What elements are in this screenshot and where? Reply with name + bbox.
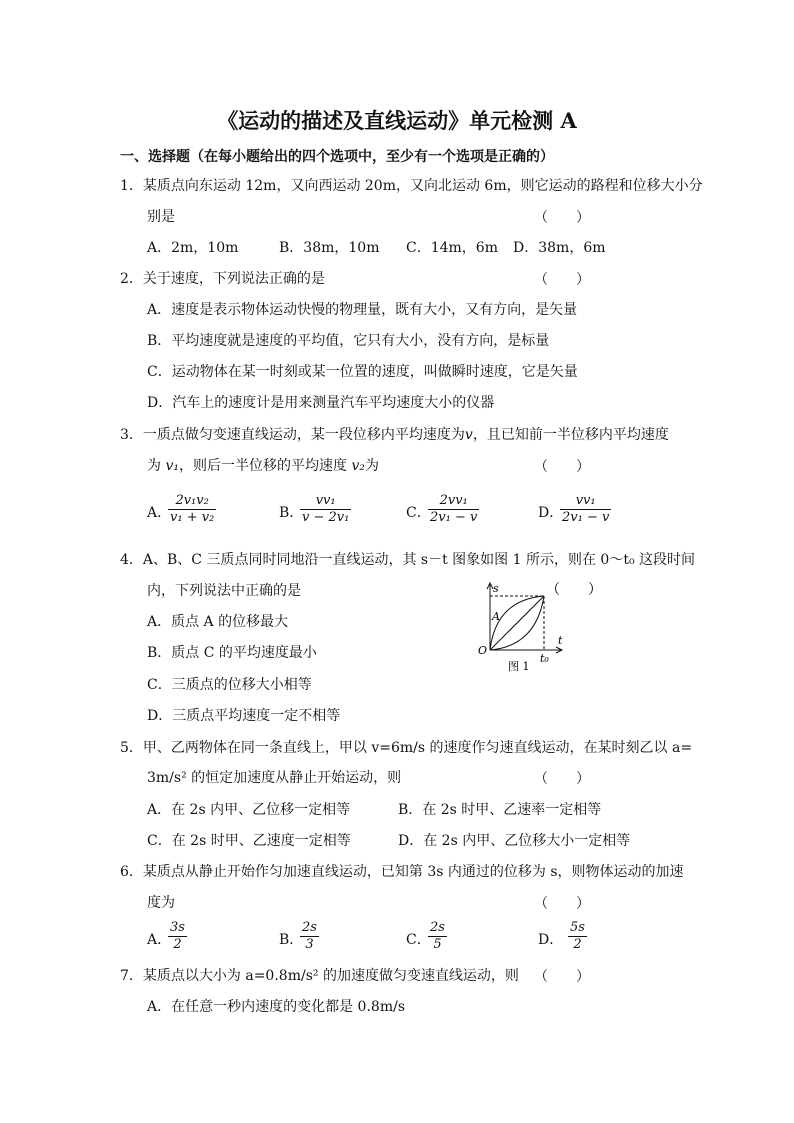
q5-option-b: B．在 2s 时甲、乙速率一定相等	[398, 802, 602, 818]
q3-option-d-fraction	[560, 493, 611, 526]
q1-option-b: B．38m，10m	[279, 240, 380, 256]
t-axis-label: t	[558, 634, 563, 647]
q3-d-numerator: vv₁	[575, 493, 596, 508]
q3-var-v1: v₁	[165, 458, 179, 474]
q6-d-denominator: 2	[568, 936, 587, 953]
q2-answer-blank: （ ）	[534, 272, 590, 288]
q3-text-1b: ，且已知前一半位移内平均速度	[472, 427, 669, 443]
origin-label: O	[478, 644, 488, 657]
q4-option-b: B．质点 C 的平均速度最小	[147, 645, 317, 661]
q5-stem-line1: 5．甲、乙两物体在同一条直线上，甲以 v=6m/s 的速度作匀速直线运动，在某时刻乙以 a=	[120, 740, 693, 756]
q3-var-v: v	[464, 427, 473, 443]
q6-option-b-fraction	[300, 920, 319, 953]
q2-option-c: C．运动物体在某一时刻或某一位置的速度，叫做瞬时速度，它是矢量	[147, 364, 578, 380]
q2-stem: 2．关于速度，下列说法正确的是	[120, 271, 325, 287]
q5-answer-blank: （ ）	[534, 771, 590, 787]
curve-a-label: A	[492, 610, 500, 623]
q2-option-a: A．速度是表示物体运动快慢的物理量，既有大小，又有方向，是矢量	[147, 302, 578, 318]
q6-c-numerator: 2s	[430, 920, 445, 935]
q6-b-denominator: 3	[300, 936, 319, 953]
q1-option-a: A．2m，10m	[147, 240, 239, 256]
q4-figure-st-graph	[474, 578, 602, 678]
q3-c-numerator: 2vv₁	[439, 493, 468, 508]
q7-option-a: A．在任意一秒内速度的变化都是 0.8m/s	[147, 999, 406, 1015]
q6-option-a-letter: A．	[147, 932, 172, 948]
q6-option-c-letter: C．	[406, 932, 431, 948]
q6-option-a-fraction	[168, 920, 187, 953]
q5-option-d: D．在 2s 内甲、乙位移大小一定相等	[398, 833, 631, 849]
q3-answer-blank: （ ）	[534, 459, 590, 475]
q6-d-numerator: 5s	[570, 920, 585, 935]
q6-a-numerator: 3s	[170, 920, 185, 935]
figure-caption: 图 1	[508, 660, 530, 673]
q6-a-denominator: 2	[168, 936, 187, 953]
q3-text-1a: 3．一质点做匀变速直线运动，某一段位移内平均速度为	[120, 427, 465, 443]
q4-answer-blank: （ ）	[546, 582, 602, 598]
q3-stem-line2	[147, 456, 379, 476]
q3-option-c-letter: C．	[406, 505, 431, 521]
q1-option-c: C．14m，6m	[406, 240, 498, 256]
q5-option-c: C．在 2s 时甲、乙速度一定相等	[147, 833, 351, 849]
q3-a-numerator: 2v₁v₂	[175, 493, 209, 508]
section-heading: 一、选择题（在每小题给出的四个选项中，至少有一个选项是正确的）	[120, 149, 554, 165]
q4-stem-line2: 内，下列说法中正确的是	[147, 583, 301, 599]
q6-stem-line1: 6．某质点从静止开始作匀加速直线运动，已知第 3s 内通过的位移为 s，则物体运动的加速	[120, 864, 684, 880]
q3-option-a-fraction	[168, 493, 216, 526]
q2-option-d: D．汽车上的速度计是用来测量汽车平均速度大小的仪器	[147, 395, 495, 411]
q6-option-b-letter: B．	[279, 932, 304, 948]
q3-var-v2: v₂	[351, 458, 365, 474]
q5-option-a: A．在 2s 内甲、乙位移一定相等	[147, 802, 351, 818]
q1-answer-blank: （ ）	[534, 210, 590, 226]
q4-option-d: D．三质点平均速度一定不相等	[147, 708, 341, 724]
q6-option-c-fraction	[428, 920, 447, 953]
q7-stem: 7．某质点以大小为 a=0.8m/s² 的加速度做匀变速直线运动，则	[120, 968, 519, 984]
q6-b-numerator: 2s	[302, 920, 317, 935]
q3-c-denominator: 2v₁ − v	[430, 510, 478, 525]
q2-option-b: B．平均速度就是速度的平均值，它只有大小，没有方向，是标量	[147, 333, 550, 349]
q3-stem-line1	[120, 425, 669, 445]
q1-stem-line1: 1．某质点向东运动 12m，又向西运动 20m，又向北运动 6m，则它运动的路程和位移大小分	[120, 178, 703, 194]
q3-option-b-letter: B．	[279, 505, 304, 521]
q4-option-c: C．三质点的位移大小相等	[147, 677, 312, 693]
q5-stem-line2: 3m/s² 的恒定加速度从静止开始运动，则	[147, 770, 402, 786]
q6-c-denominator: 5	[428, 936, 447, 953]
t0-label: t₀	[540, 652, 549, 665]
q6-stem-line2: 度为	[147, 895, 175, 911]
q6-answer-blank: （ ）	[534, 896, 590, 912]
s-axis-label: s	[493, 582, 499, 595]
q3-option-c-fraction	[428, 493, 479, 526]
q3-d-denominator: 2v₁ − v	[562, 510, 610, 525]
q3-b-numerator: vv₁	[315, 493, 336, 508]
q1-stem-line2: 别是	[147, 209, 175, 225]
q3-text-2a: 为	[147, 458, 161, 474]
q3-text-2b: ，则后一半位移的平均速度	[178, 458, 347, 474]
q4-stem-line1: 4．A、B、C 三质点同时同地沿一直线运动，其 s－t 图象如图 1 所示，则在 0～t₀ 这段时间	[120, 552, 696, 568]
q3-a-denominator: v₁ + v₂	[170, 510, 215, 525]
q6-option-d-fraction	[568, 920, 587, 953]
q3-option-d-letter: D．	[538, 505, 564, 521]
q3-text-2c: 为	[364, 458, 379, 474]
q7-answer-blank: （ ）	[534, 969, 590, 985]
q3-option-a-letter: A．	[147, 505, 172, 521]
q3-option-b-fraction	[300, 493, 351, 526]
q4-option-a: A．质点 A 的位移最大	[147, 614, 289, 630]
q6-option-d-letter: D．	[538, 932, 564, 948]
q1-option-d: D．38m，6m	[513, 240, 606, 256]
page-title: 《运动的描述及直线运动》单元检测 A	[217, 108, 577, 133]
q3-b-denominator: v − 2v₁	[302, 510, 350, 525]
